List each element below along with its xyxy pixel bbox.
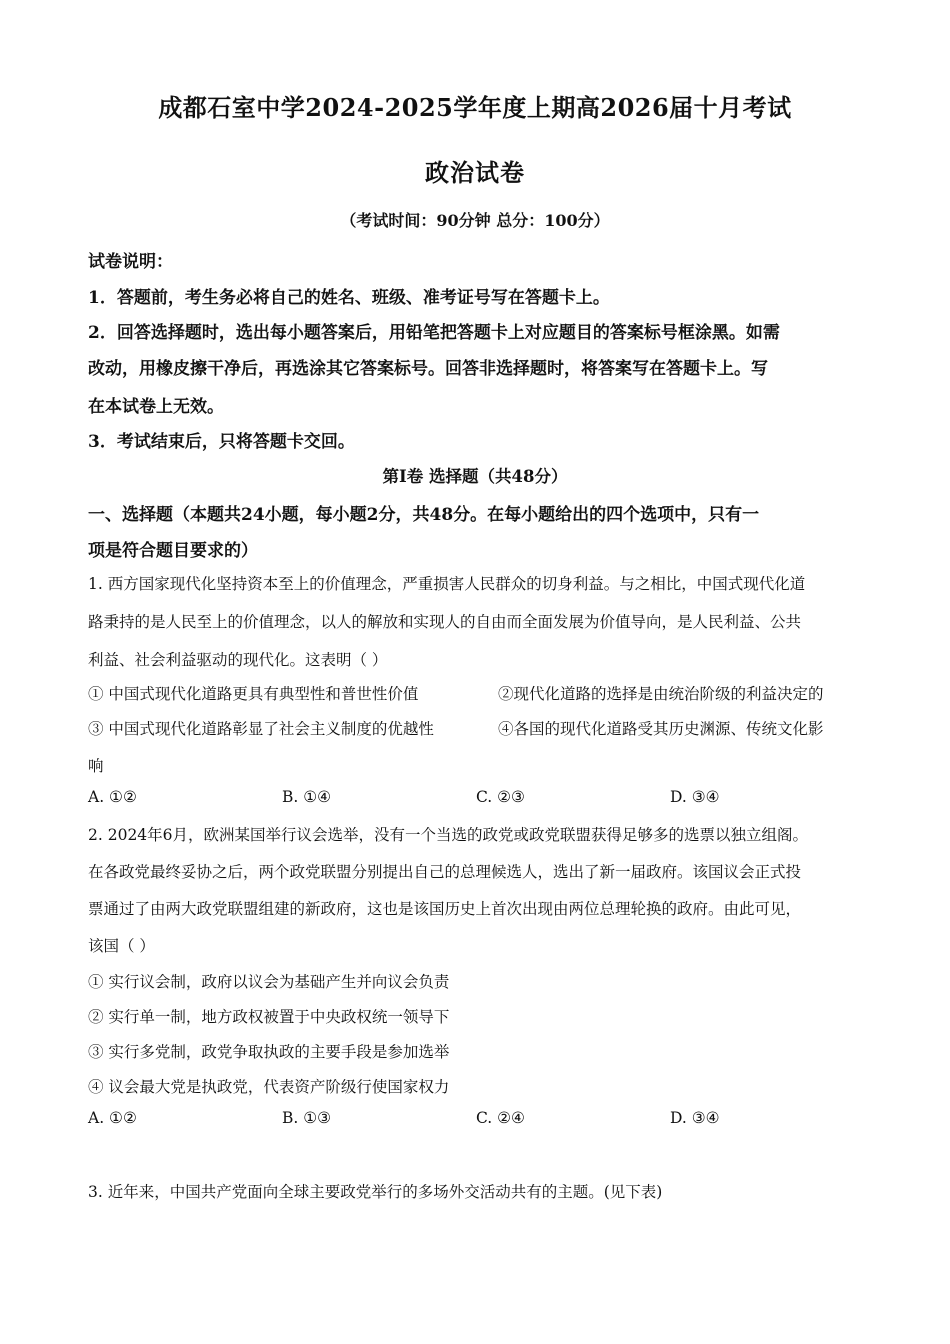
instruction-line: 改动，用橡皮擦干净后，再选涂其它答案标号。回答非选择题时，将答案写在答题卡上。写 bbox=[88, 359, 768, 379]
question-2-stem: 票通过了由两大政党联盟组建的新政府，这也是该国历史上首次出现由两位总理轮换的政府。由此可见， bbox=[88, 900, 802, 918]
exam-subject: 政治试卷 bbox=[425, 158, 525, 187]
exam-title: 成都石室中学2024-2025学年度上期高2026届十月考试 bbox=[158, 93, 792, 122]
question-2-choice-a: A. ①② bbox=[88, 1109, 137, 1127]
question-1-statement: ③ 中国式现代化道路彰显了社会主义制度的优越性 bbox=[88, 720, 434, 738]
question-2-stem: 2. 2024年6月，欧洲某国举行议会选举，没有一个当选的政党或政党联盟获得足够多的选票以独立组阁。 bbox=[88, 826, 809, 844]
question-2-choice-b: B. ①③ bbox=[282, 1109, 332, 1127]
section-intro: 一、选择题（本题共24小题，每小题2分，共48分。在每小题给出的四个选项中，只有一 bbox=[88, 505, 760, 525]
question-2-statement: ③ 实行多党制，政党争取执政的主要手段是参加选举 bbox=[88, 1043, 450, 1061]
question-1-stem: 利益、社会利益驱动的现代化。这表明（ ） bbox=[88, 651, 388, 669]
section-title: 第Ⅰ卷 选择题（共48分） bbox=[382, 467, 568, 486]
instructions-heading: 试卷说明： bbox=[88, 252, 173, 272]
question-3-stem: 3. 近年来，中国共产党面向全球主要政党举行的多场外交活动共有的主题。(见下表) bbox=[88, 1183, 663, 1201]
question-1-statement: ②现代化道路的选择是由统治阶级的利益决定的 bbox=[498, 685, 824, 703]
instruction-line: 1．答题前，考生务必将自己的姓名、班级、准考证号写在答题卡上。 bbox=[88, 288, 610, 308]
question-2-choice-c: C. ②④ bbox=[476, 1109, 525, 1127]
question-1-choice-c: C. ②③ bbox=[476, 788, 525, 806]
section-intro: 项是符合题目要求的） bbox=[88, 541, 258, 561]
instruction-line: 3．考试结束后，只将答题卡交回。 bbox=[88, 432, 355, 452]
question-1-choice-a: A. ①② bbox=[88, 788, 137, 806]
question-1-choice-b: B. ①④ bbox=[282, 788, 332, 806]
question-2-stem: 在各政党最终妥协之后，两个政党联盟分别提出自己的总理候选人，选出了新一届政府。该国议会正式投 bbox=[88, 863, 802, 881]
question-2-statement: ④ 议会最大党是执政党，代表资产阶级行使国家权力 bbox=[88, 1078, 450, 1096]
instruction-line: 2．回答选择题时，选出每小题答案后，用铅笔把答题卡上对应题目的答案标号框涂黑。如需 bbox=[88, 323, 780, 343]
exam-info: （考试时间：90分钟 总分：100分） bbox=[340, 211, 610, 230]
question-1-stem: 1. 西方国家现代化坚持资本至上的价值理念，严重损害人民群众的切身利益。与之相比，中国式现代化道 bbox=[88, 575, 806, 593]
question-1-statement: 响 bbox=[88, 757, 104, 775]
question-1-statement: ④各国的现代化道路受其历史渊源、传统文化影 bbox=[498, 720, 824, 738]
question-2-statement: ② 实行单一制，地方政权被置于中央政权统一领导下 bbox=[88, 1008, 450, 1026]
question-1-statement: ① 中国式现代化道路更具有典型性和普世性价值 bbox=[88, 685, 419, 703]
instruction-line: 在本试卷上无效。 bbox=[88, 397, 224, 417]
question-1-choice-d: D. ③④ bbox=[670, 788, 720, 806]
question-1-stem: 路秉持的是人民至上的价值理念，以人的解放和实现人的自由而全面发展为价值导向，是人民利益、公共 bbox=[88, 613, 802, 631]
question-2-statement: ① 实行议会制，政府以议会为基础产生并向议会负责 bbox=[88, 973, 450, 991]
question-2-stem: 该国（ ） bbox=[88, 937, 155, 955]
question-2-choice-d: D. ③④ bbox=[670, 1109, 720, 1127]
